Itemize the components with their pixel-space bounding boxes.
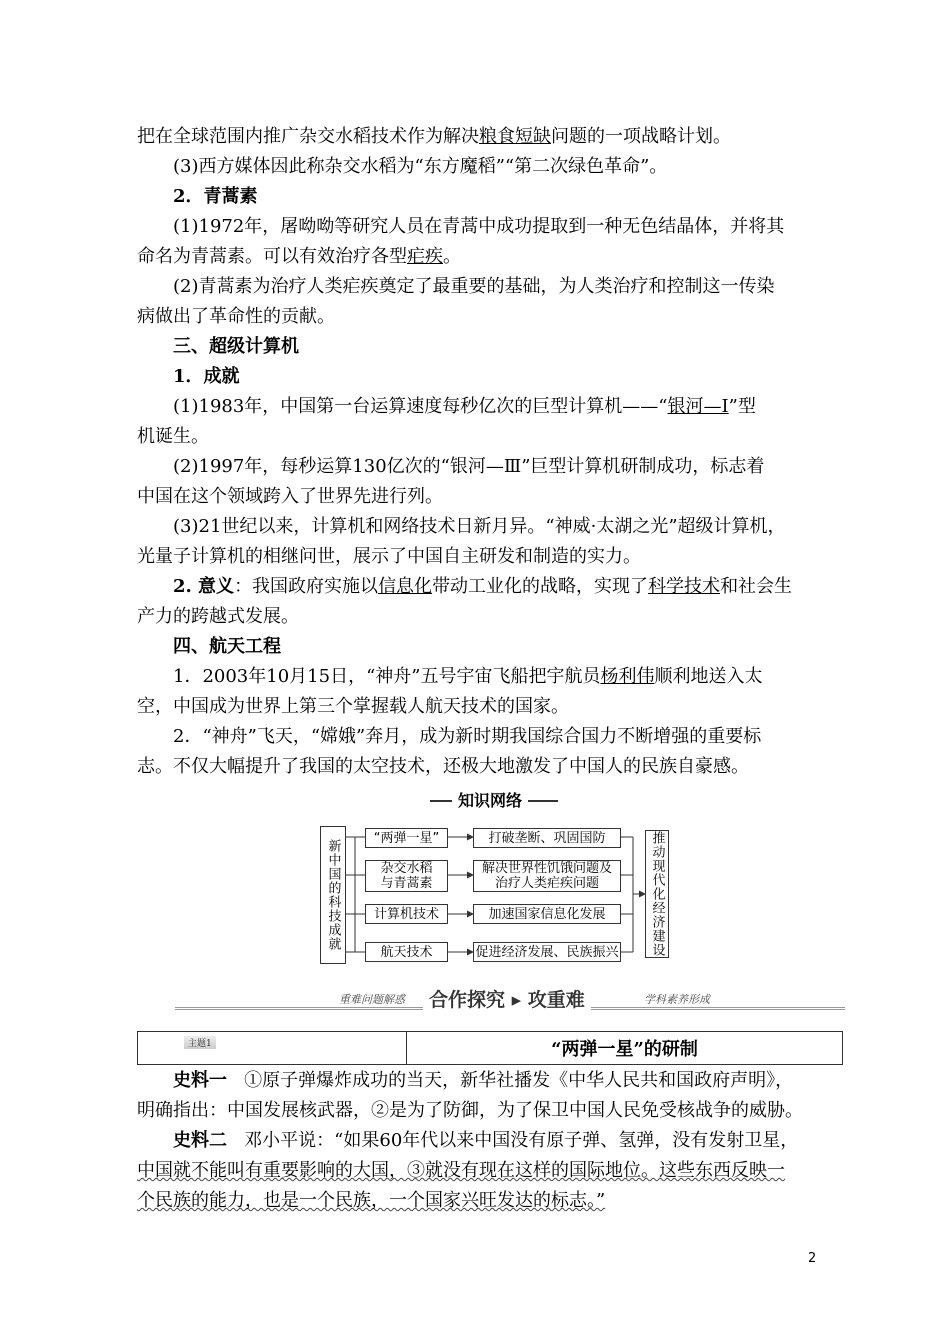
subheading: 1．成就 <box>173 366 240 387</box>
text-line: (1)1983年，中国第一台运算速度每秒亿次的巨型计算机——“银河—Ⅰ”型 <box>173 396 756 417</box>
banner-title: 合作探究 ▸ 攻重难 <box>423 985 591 1012</box>
source-line: 中国就不能叫有重要影响的大国，③就没有现在这样的国际地位。这些东西反映一 <box>137 1160 785 1181</box>
topic-header-table <box>137 1031 843 1065</box>
page-number: 2 <box>808 1251 817 1266</box>
text-line: 产力的跨越式发展。 <box>137 606 299 627</box>
text-line: 2. 意义：我国政府实施以信息化带动工业化的战略，实现了科学技术和社会生 <box>173 576 793 597</box>
text-line: (2)青蒿素为治疗人类疟疾奠定了最重要的基础，为人类治疗和控制这一传染 <box>173 276 775 297</box>
text-line: (1)1972年，屠呦呦等研究人员在青蒿中成功提取到一种无色结晶体，并将其 <box>173 216 785 237</box>
topic-title: “两弹一星”的研制 <box>551 1039 698 1060</box>
text-line: 机诞生。 <box>137 426 209 447</box>
banner-left-label: 重难问题解惑 <box>335 991 409 1007</box>
text-line: 2．“神舟”飞天，“嫦娥”奔月，成为新时期我国综合国力不断增强的重要标 <box>173 726 762 747</box>
diagram-result-box: 促进经济发展、民族振兴 <box>473 942 621 962</box>
text-line: 把在全球范围内推广杂交水稻技术作为解决粮食短缺问题的一项战略计划。 <box>137 126 731 147</box>
text-line: 志。不仅大幅提升了我国的太空技术，还极大地激发了中国人的民族自豪感。 <box>137 756 749 777</box>
diagram-result-box: 解决世界性饥饿问题及治疗人类疟疾问题 <box>473 860 621 892</box>
diagram-item-box: 杂交水稻与青蒿素 <box>365 860 448 892</box>
text-line: 空，中国成为世界上第三个掌握载人航天技术的国家。 <box>137 696 569 717</box>
source-line: 史料二 邓小平说：“如果60年代以来中国没有原子弹、氢弹，没有发射卫星， <box>173 1130 799 1151</box>
topic-tag: 主题1 <box>184 1036 216 1049</box>
section-heading: 四、航天工程 <box>173 636 281 657</box>
text-line: 命名为青蒿素。可以有效治疗各型疟疾。 <box>137 246 461 267</box>
subheading: 2．青蒿素 <box>173 186 258 207</box>
knowledge-network-title: 知识网络 <box>430 790 558 812</box>
text-line: 1．2003年10月15日，“神舟”五号宇宙飞船把宇航员杨利伟顺利地送入太 <box>173 666 763 687</box>
diagram-right-box: 推动现代化经济建设 <box>645 830 669 958</box>
text-line: (2)1997年，每秒运算130亿次的“银河—Ⅲ”巨型计算机研制成功，标志着 <box>173 456 765 477</box>
diagram-result-box: 打破垄断、巩固国防 <box>473 828 621 848</box>
source-line: 史料一 ①原子弹爆炸成功的当天，新华社播发《中华人民共和国政府声明》， <box>173 1070 794 1091</box>
section-heading: 三、超级计算机 <box>173 336 299 357</box>
text-line: (3)21世纪以来，计算机和网络技术日新月异。“神威·太湖之光”超级计算机， <box>173 516 786 537</box>
text-line: 中国在这个领域跨入了世界先进行列。 <box>137 486 443 507</box>
diagram-item-box: “两弹一星” <box>365 828 448 848</box>
text-line: 光量子计算机的相继问世，展示了中国自主研发和制造的实力。 <box>137 546 641 567</box>
source-line: 个民族的能力，也是一个民族，一个国家兴旺发达的标志。” <box>137 1190 606 1211</box>
text-line: (3)西方媒体因此称杂交水稻为“东方魔稻”“第二次绿色革命”。 <box>173 156 668 177</box>
section-banner <box>175 985 845 1015</box>
diagram-item-box: 计算机技术 <box>365 904 448 924</box>
text-line: 病做出了革命性的贡献。 <box>137 306 335 327</box>
diagram-item-box: 航天技术 <box>365 942 448 962</box>
source-line: 明确指出：中国发展核武器，②是为了防御，为了保卫中国人民免受核战争的威胁。 <box>137 1100 803 1121</box>
diagram-result-box: 加速国家信息化发展 <box>473 904 621 924</box>
banner-right-label: 学科素养形成 <box>640 991 714 1007</box>
diagram-left-box: 新中国的科技成就 <box>320 826 346 964</box>
